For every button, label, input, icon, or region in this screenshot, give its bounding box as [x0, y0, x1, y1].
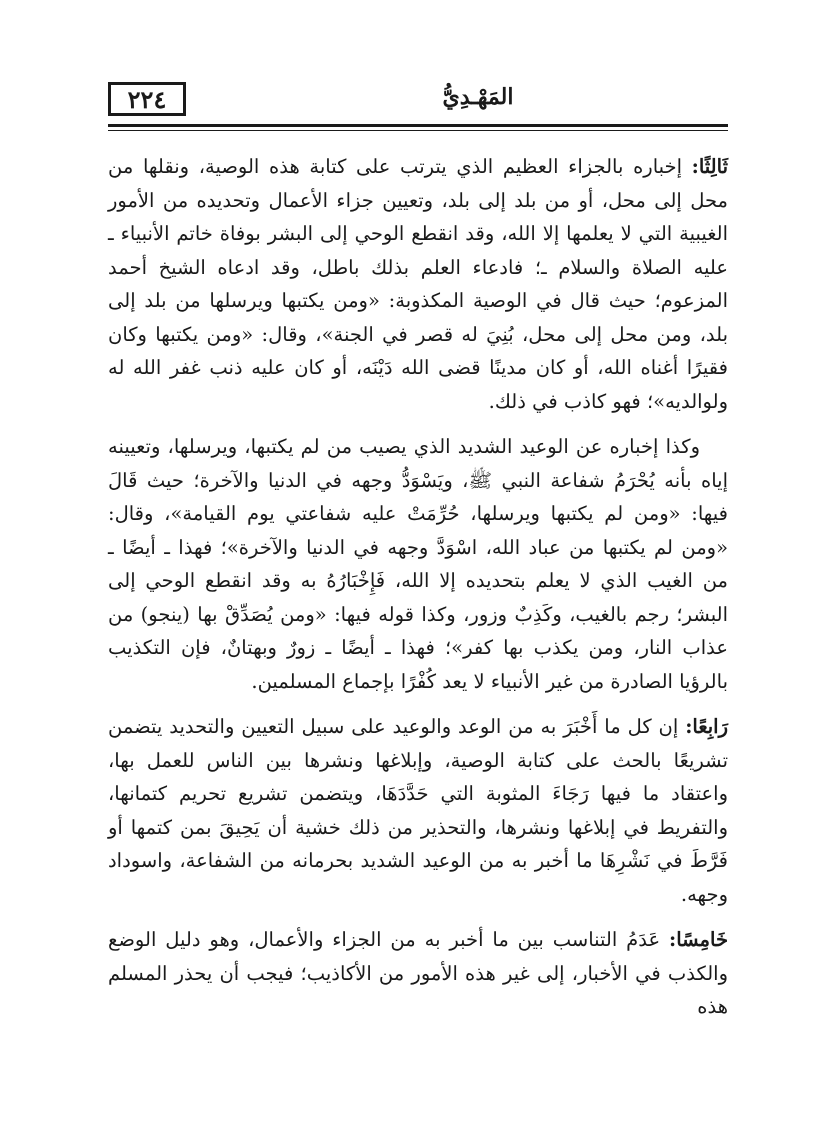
paragraph-text: إخباره بالجزاء العظيم الذي يترتب على كتابة هذه الوصية، ونقلها من محل إلى محل، أو من بلد إلى بلد، وتعيين جزاء الأعمال وتحديده من الأمور الغيبية التي لا يعلمها إلا الله، وقد انقطع الوحي إلى البشر بوفاة خاتم الأنبياء ـ عليه الصلاة والسلام ـ؛ فادعاء العلم بذلك باطل، وقد ادعاه الشيخ أحمد المزعوم؛ حيث قال في الوصية المكذوبة: «ومن يكتبها ويرسلها من بلد إلى بلد، ومن محل إلى محل، بُنِيَ له قصر في الجنة»، وقال: «ومن يكتبها وكان فقيرًا أغناه الله، أو كان مدينًا قضى الله دَيْنَه، أو كان عليه ذنب غفر الله له ولوالديه»؛ فهو كاذب في ذلك. [108, 155, 728, 413]
section-label: رَابِعًا: [685, 715, 728, 738]
paragraph-text: عَدَمُ التناسب بين ما أخبر به من الجزاء والأعمال، وهو دليل الوضع والكذب في الأخبار، إلى غير هذه الأمور من الأكاذيب؛ فيجب أن يحذر المسلم هذه [108, 928, 728, 1018]
section-label: ثَالِثًا: [691, 155, 728, 178]
header-rule-thin [108, 130, 728, 131]
paragraph-wakadha [108, 430, 728, 698]
paragraph-khamisan [108, 923, 728, 1024]
page-number: ٢٢٤ [108, 82, 186, 116]
running-title: المَهْـدِيُّ [442, 84, 514, 110]
section-label: خَامِسًا: [669, 928, 728, 951]
paragraph-rabian [108, 710, 728, 911]
paragraph-text: وكذا إخباره عن الوعيد الشديد الذي يصيب من لم يكتبها، ويرسلها، وتعيينه إياه بأنه يُحْرَمُ شفاعة النبي ﷺ، ويَسْوَدُّ وجهه في الدنيا والآخرة؛ حيث قَالَ فيها: «ومن لم يكتبها ويرسلها، حُرِّمَتْ عليه شفاعتي يوم القيامة»، وقال: «ومن لم يكتبها من عباد الله، اسْوَدَّ وجهه في الدنيا والآخرة»؛ فهذا ـ أيضًا ـ من الغيب الذي لا يعلم بتحديده إلا الله، فَإِخْبَارُهُ به وقد انقطع الوحي إلى البشر؛ رجم بالغيب، وكَذِبٌ وزور، وكذا قوله فيها: «ومن يُصَدِّقْ بها (ينجو) من عذاب النار، ومن يكذب بها كفر»؛ فهذا ـ أيضًا ـ زورٌ وبهتانٌ، فإن التكذيب بالرؤيا الصادرة من غير الأنبياء لا يعد كُفْرًا بإجماع المسلمين. [108, 435, 728, 693]
header-rule-thick [108, 124, 728, 127]
body-text [108, 150, 728, 1036]
page-header [108, 78, 728, 122]
paragraph-text: إن كل ما أَخْبَرَ به من الوعد والوعيد على سبيل التعيين والتحديد يتضمن تشريعًا بالحث على كتابة الوصية، وإبلاغها ونشرها بين الناس للعمل بها، واعتقاد ما فيها رَجَاءَ المثوبة التي حَدَّدَهَا، ويتضمن تشريع تحريم كتمانها، والتفريط في إبلاغها ونشرها، والتحذير من ذلك خشية أن يَحِيقَ بمن كتمها أو فَرَّطَ في نَشْرِهَا ما أخبر به من الوعيد الشديد بحرمانه من الشفاعة، واسوداد وجهه. [108, 715, 728, 906]
paragraph-thalithan [108, 150, 728, 418]
